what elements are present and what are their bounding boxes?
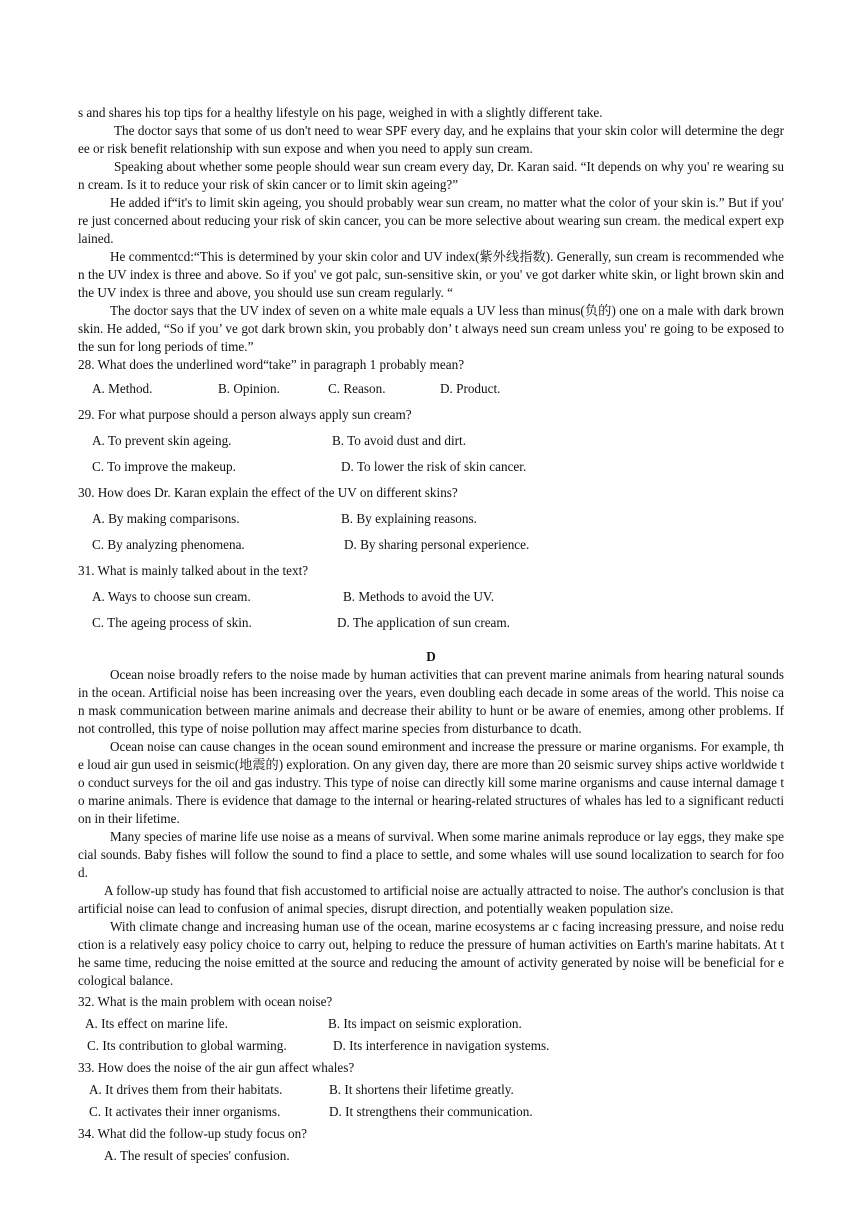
question-33-options-row-2 [89, 1103, 784, 1121]
passage-d-paragraph-2: Ocean noise can cause changes in the ocean sound emironment and increase the pressure or marine organisms. For example, the loud air gun used in seismic(地震的) exploration. On any given day, there are more than 20 seismic survey ships active worldwide to conduct surveys for the oil and gas industry. This type of noise can directly kill some marine organisms and cause internal damage to marine animals. There is evidence that damage to the internal or hearing-related structures of whales has led to a significant reduction in their lifetime. [78, 739, 784, 826]
question-28-options [92, 380, 784, 398]
question-28: 28. What does the underlined word“take” in paragraph 1 probably mean? [78, 357, 465, 372]
question-30-options-row-1 [92, 510, 784, 528]
question-33: 33. How does the noise of the air gun affect whales? [78, 1060, 355, 1075]
option-a[interactable]: A. Ways to choose sun cream. [92, 589, 251, 604]
option-b[interactable]: B. Methods to avoid the UV. [343, 589, 495, 604]
question-32-options-row-2 [87, 1037, 784, 1055]
exam-page [78, 104, 784, 1165]
question-30: 30. How does Dr. Karan explain the effect of the UV on different skins? [78, 485, 458, 500]
option-d[interactable]: D. To lower the risk of skin cancer. [341, 459, 527, 474]
option-a[interactable]: A. It drives them from their habitats. [89, 1082, 283, 1097]
option-b[interactable]: B. To avoid dust and dirt. [332, 433, 466, 448]
question-29-options-row-2 [92, 458, 784, 476]
option-a[interactable]: A. Method. [92, 381, 153, 396]
option-c[interactable]: C. The ageing process of skin. [92, 615, 252, 630]
option-b[interactable]: B. By explaining reasons. [341, 511, 477, 526]
question-29-options-row-1 [92, 432, 784, 450]
option-b[interactable]: B. Its impact on seismic exploration. [328, 1016, 522, 1031]
passage-c-paragraph-4: He added if“it's to limit skin ageing, you should probably wear sun cream, no matter what the color of your skin is.” But if you' re just concerned about reducing your risk of skin cancer, you can be more selective about wearing sun cream. the medical expert explained. [78, 195, 784, 246]
question-31-options-row-2 [92, 614, 784, 632]
option-c[interactable]: C. It activates their inner organisms. [89, 1104, 281, 1119]
option-a[interactable]: A. Its effect on marine life. [85, 1016, 228, 1031]
option-d[interactable]: D. By sharing personal experience. [344, 537, 530, 552]
passage-d-paragraph-5: With climate change and increasing human use of the ocean, marine ecosystems ar c facing increasing pressure, and noise reduction is a relatively easy policy choice to carry out, helping to reduce the pressure of human activities on Earth's marine habitats. At the same time, reducing the noise emitted at the source and reducing the amount of activity generated by noise will be beneficial for ecological balance. [78, 919, 784, 988]
question-29: 29. For what purpose should a person always apply sun cream? [78, 407, 412, 422]
passage-d-paragraph-3: Many species of marine life use noise as a means of survival. When some marine animals reproduce or lay eggs, they make special sounds. Baby fishes will follow the sound to find a place to settle, and some whales will use sound localization to search for food. [78, 829, 784, 880]
option-d[interactable]: D. The application of sun cream. [337, 615, 510, 630]
section-heading: D [426, 649, 436, 664]
question-32: 32. What is the main problem with ocean noise? [78, 994, 333, 1009]
question-34: 34. What did the follow-up study focus on? [78, 1126, 308, 1141]
option-c[interactable]: C. Reason. [328, 381, 386, 396]
option-a[interactable]: A. The result of species' confusion. [104, 1148, 290, 1163]
passage-c-paragraph-3: Speaking about whether some people should wear sun cream every day, Dr. Karan said. “It depends on why you' re wearing sun cream. Is it to reduce your risk of skin cancer or to limit skin ageing?” [78, 159, 784, 192]
question-31-options-row-1 [92, 588, 784, 606]
option-c[interactable]: C. By analyzing phenomena. [92, 537, 245, 552]
option-a[interactable]: A. By making comparisons. [92, 511, 240, 526]
passage-c-paragraph-2: The doctor says that some of us don't need to wear SPF every day, and he explains that your skin color will determine the degree or risk benefit relationship with sun expose and when you need to apply sun cream. [78, 123, 784, 156]
option-c[interactable]: C. Its contribution to global warming. [87, 1038, 287, 1053]
question-34-options [104, 1147, 784, 1165]
passage-c-paragraph-6: The doctor says that the UV index of seven on a white male equals a UV less than minus(负的) one on a male with dark brown skin. He added, “So if you’ ve got dark brown skin, you probably don’ t always need sun cream unless you' re going to be exposed to the sun for long periods of time.” [78, 303, 784, 354]
option-d[interactable]: D. Product. [440, 381, 501, 396]
question-33-options-row-1 [89, 1081, 784, 1099]
passage-c-paragraph-5: He commentcd:“This is determined by your skin color and UV index(紫外线指数). Generally, sun cream is recommended when the UV index is three and above. So if you' ve got palc, sun-sensitive skin, or you' ve got darker white skin, or light brown skin and the UV index is three and above, you should use sun cream regularly. “ [78, 249, 784, 300]
question-30-options-row-2 [92, 536, 784, 554]
passage-d-paragraph-1: Ocean noise broadly refers to the noise made by human activities that can prevent marine animals from hearing natural sounds in the ocean. Artificial noise has been increasing over the years, even doubling each decade in some areas of the world. This noise can mask communication between marine animals and decrease their ability to hunt or be aware of enemies, among other problems. If not controlled, this type of noise pollution may affect marine species from disturbance to dcath. [78, 667, 784, 736]
question-32-options-row-1 [85, 1015, 784, 1033]
option-d[interactable]: D. Its interference in navigation systems. [333, 1038, 550, 1053]
option-c[interactable]: C. To improve the makeup. [92, 459, 236, 474]
option-b[interactable]: B. It shortens their lifetime greatly. [329, 1082, 514, 1097]
option-b[interactable]: B. Opinion. [218, 381, 280, 396]
passage-d-paragraph-4: A follow-up study has found that fish accustomed to artificial noise are actually attracted to noise. The author's conclusion is that artificial noise can lead to confusion of animal species, disrupt direction, and potentially weaken population size. [78, 883, 785, 916]
option-d[interactable]: D. It strengthens their communication. [329, 1104, 533, 1119]
passage-c-paragraph-1: s and shares his top tips for a healthy lifestyle on his page, weighed in with a slightly different take. [78, 105, 603, 120]
option-a[interactable]: A. To prevent skin ageing. [92, 433, 232, 448]
question-31: 31. What is mainly talked about in the text? [78, 563, 309, 578]
